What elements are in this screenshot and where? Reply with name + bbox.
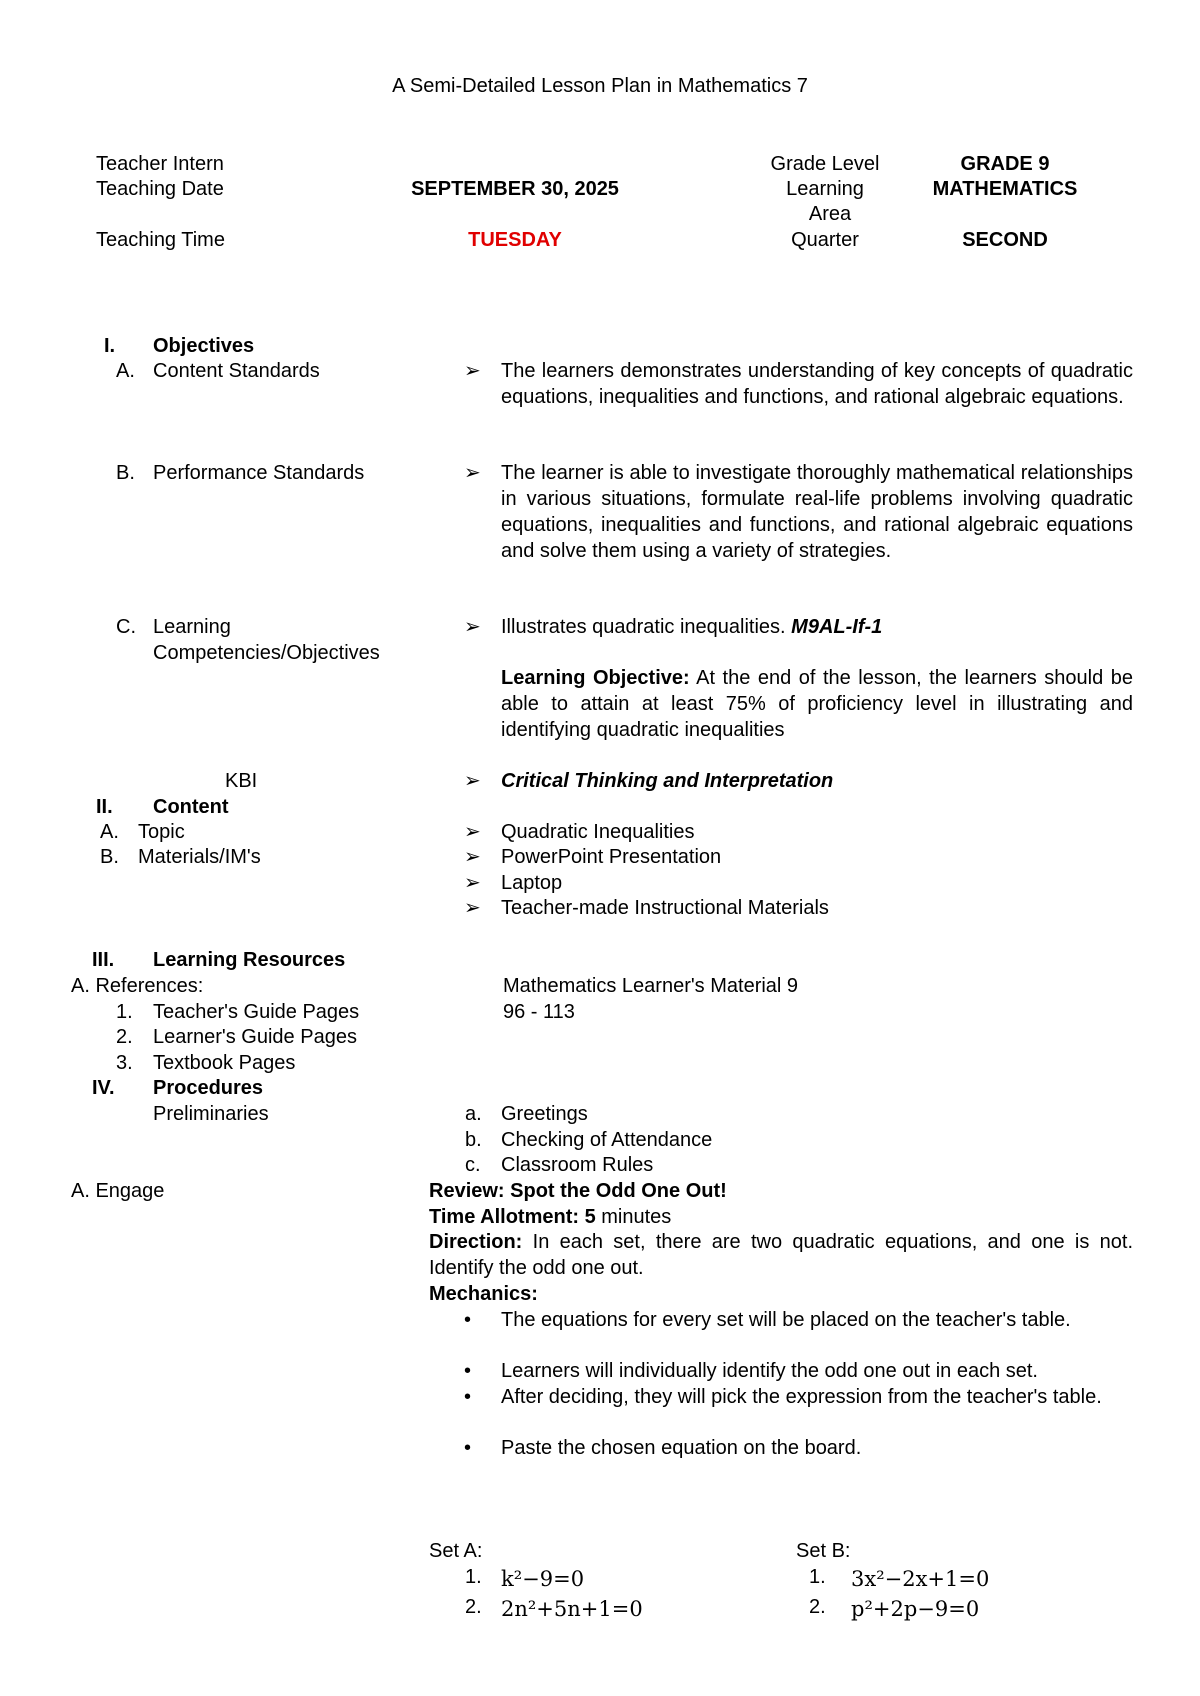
teaching-date-label: Teaching Date xyxy=(96,178,224,200)
references-value: Mathematics Learner's Material 9 xyxy=(503,975,799,997)
competencies-label: Learning xyxy=(153,616,231,638)
content-standards-label: Content Standards xyxy=(153,360,320,382)
arrow-bullet-icon: ➢ xyxy=(464,360,481,382)
resource-number: 2. xyxy=(116,1026,133,1048)
preliminary-letter: c. xyxy=(465,1154,481,1176)
resource-number: 3. xyxy=(116,1052,133,1074)
learning-area-value: MATHEMATICS xyxy=(932,178,1078,200)
resource-label: Textbook Pages xyxy=(153,1052,296,1074)
direction-label: Direction: xyxy=(429,1231,523,1253)
topic-value: Quadratic Inequalities xyxy=(501,821,695,843)
competency-line xyxy=(501,614,882,640)
set-a-item-number: 1. xyxy=(465,1566,482,1588)
set-b-item-number: 1. xyxy=(809,1566,826,1588)
materials-label: Materials/IM's xyxy=(138,846,261,868)
performance-standards-label: Performance Standards xyxy=(153,462,365,484)
performance-standards-text: The learner is able to investigate thoroughly mathematical relationships in various situations, formulate real-life problems involving quadratic equations, inequalities and functions, and rational algebraic equations and solve them using a variety of strategies. xyxy=(501,462,1133,562)
learning-objective xyxy=(501,665,1133,743)
time-allotment xyxy=(429,1204,671,1230)
learning-objective-label: Learning Objective: xyxy=(501,667,690,689)
preliminaries-label: Preliminaries xyxy=(153,1103,269,1125)
arrow-bullet-icon: ➢ xyxy=(464,821,481,843)
mechanics-item: After deciding, they will pick the expression from the teacher's table. xyxy=(501,1386,1102,1408)
bullet-dot-icon: • xyxy=(464,1386,472,1408)
preliminary-letter: a. xyxy=(465,1103,482,1125)
competencies-label-2: Competencies/Objectives xyxy=(153,642,380,664)
set-a-equation-1: k²−9=0 xyxy=(501,1567,585,1591)
learning-area-label-2: Area xyxy=(808,203,852,225)
competency-code: M9AL-If-1 xyxy=(791,616,883,638)
teaching-date-value: SEPTEMBER 30, 2025 xyxy=(411,178,619,200)
resources-heading: Learning Resources xyxy=(153,949,346,971)
resource-number: 1. xyxy=(116,1001,133,1023)
references-label: A. References: xyxy=(71,975,204,997)
resource-label: Learner's Guide Pages xyxy=(153,1026,357,1048)
direction-text: In each set, there are two quadratic equations, and one is not. Identify the odd one out. xyxy=(429,1231,1133,1279)
resource-label: Teacher's Guide Pages xyxy=(153,1001,360,1023)
quarter-value: SECOND xyxy=(962,229,1048,251)
material-item: PowerPoint Presentation xyxy=(501,846,722,868)
mechanics-item: Paste the chosen equation on the board. xyxy=(501,1437,862,1459)
learning-objective-text: At the end of the lesson, the learners should be able to attain at least 75% of proficiency level in illustrating and identifying quadratic inequalities xyxy=(501,667,1133,741)
competency-text: Illustrates quadratic inequalities. xyxy=(501,616,786,638)
resources-numeral: III. xyxy=(92,949,115,971)
objectives-heading: Objectives xyxy=(153,335,255,357)
content-standards-letter: A. xyxy=(116,360,135,382)
time-allotment-value: 5 xyxy=(584,1206,596,1228)
procedures-numeral: IV. xyxy=(92,1077,115,1099)
mechanics-item: The equations for every set will be placed on the teacher's table. xyxy=(501,1309,1071,1331)
preliminary-letter: b. xyxy=(465,1129,482,1151)
competencies-letter: C. xyxy=(116,616,136,638)
mechanics-label: Mechanics: xyxy=(429,1283,538,1305)
set-b-label: Set B: xyxy=(796,1540,851,1562)
bullet-dot-icon: • xyxy=(464,1360,472,1382)
topic-letter: A. xyxy=(100,821,119,843)
resource-value: 96 - 113 xyxy=(503,1001,575,1023)
preliminary-item: Classroom Rules xyxy=(501,1154,654,1176)
kbi-label: KBI xyxy=(225,770,258,792)
learning-area-label: Learning xyxy=(786,178,864,200)
set-b-equation-2: p²+2p−9=0 xyxy=(851,1597,980,1621)
arrow-bullet-icon: ➢ xyxy=(464,846,481,868)
grade-level-value: GRADE 9 xyxy=(960,153,1050,175)
preliminary-item: Checking of Attendance xyxy=(501,1129,713,1151)
content-standards-text: The learners demonstrates understanding of key concepts of quadratic equations, inequalities and functions, and rational algebraic equations. xyxy=(501,360,1133,408)
teacher-intern-label: Teacher Intern xyxy=(96,153,224,175)
engage-label: A. Engage xyxy=(71,1180,165,1202)
set-a-label: Set A: xyxy=(429,1540,483,1562)
time-allotment-unit: minutes xyxy=(601,1206,672,1228)
teaching-time-label: Teaching Time xyxy=(96,229,225,251)
teaching-time-value: TUESDAY xyxy=(468,229,562,251)
mechanics-item: Learners will individually identify the odd one out in each set. xyxy=(501,1360,1038,1382)
time-allotment-label: Time Allotment: xyxy=(429,1206,580,1228)
set-a-item-number: 2. xyxy=(465,1596,482,1618)
document-title: A Semi-Detailed Lesson Plan in Mathematics 7 xyxy=(392,75,808,97)
procedures-heading: Procedures xyxy=(153,1077,264,1099)
performance-standards-letter: B. xyxy=(116,462,135,484)
set-a-equation-2: 2n²+5n+1=0 xyxy=(501,1597,643,1621)
material-item: Teacher-made Instructional Materials xyxy=(501,897,829,919)
arrow-bullet-icon: ➢ xyxy=(464,872,481,894)
direction xyxy=(429,1229,1133,1281)
grade-level-label: Grade Level xyxy=(770,153,880,175)
materials-letter: B. xyxy=(100,846,119,868)
arrow-bullet-icon: ➢ xyxy=(464,770,481,792)
review-title: Review: Spot the Odd One Out! xyxy=(429,1180,727,1202)
bullet-dot-icon: • xyxy=(464,1309,472,1331)
quarter-label: Quarter xyxy=(791,229,859,251)
objectives-numeral: I. xyxy=(104,335,116,357)
content-numeral: II. xyxy=(96,796,113,818)
topic-label: Topic xyxy=(138,821,185,843)
set-b-equation-1: 3x²−2x+1=0 xyxy=(851,1567,990,1591)
content-heading: Content xyxy=(153,796,229,818)
kbi-value: Critical Thinking and Interpretation xyxy=(501,770,834,792)
bullet-dot-icon: • xyxy=(464,1437,472,1459)
arrow-bullet-icon: ➢ xyxy=(464,616,481,638)
preliminary-item: Greetings xyxy=(501,1103,588,1125)
material-item: Laptop xyxy=(501,872,563,894)
arrow-bullet-icon: ➢ xyxy=(464,462,481,484)
arrow-bullet-icon: ➢ xyxy=(464,897,481,919)
set-b-item-number: 2. xyxy=(809,1596,826,1618)
